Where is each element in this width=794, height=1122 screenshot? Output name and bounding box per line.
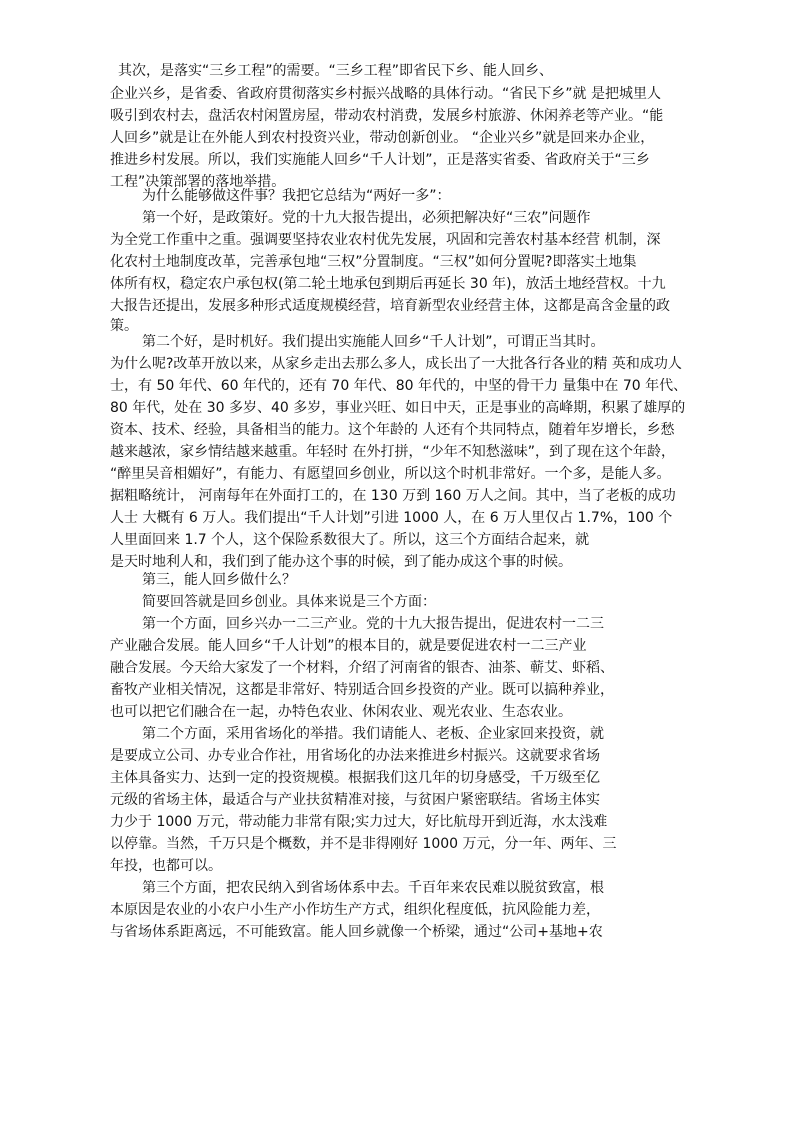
text-line: 其次，是落实“三乡工程”的需要。“三乡工程”即省民下乡、能人回乡、 (118, 63, 554, 79)
text-line: 越来越浓，家乡情结越来越重。年轻时 在外打拼，“少年不知愁滋味”，到了现在这个年龄， (110, 444, 675, 460)
text-line: 资本、技术、经验，具备相当的能力。这个年龄的 人还有个共同特点，随着年岁增长，乡愁 (110, 422, 675, 438)
text-line: “醉里吴音相媚好”，有能力、有愿望回乡创业，所以这个时机非常好。一个多，是能人多。 (110, 466, 671, 482)
text-line: 企业兴乡，是省委、省政府贯彻落实乡村振兴战略的具体行动。“省民下乡”就 是把城里人 (110, 86, 661, 102)
text-line: 与省场体系距离远，不可能致富。能人回乡就像一个桥梁，通过“公司+基地+农 (110, 924, 603, 940)
text-line: 第三，能人回乡做什么？ (142, 572, 296, 588)
text-line: 为什么呢?改革开放以来，从家乡走出去那么多人，成长出了一大批各行各业的精 英和成功人 (110, 356, 682, 372)
text-line: 融合发展。今天给大家发了一个材料，介绍了河南省的银杏、油茶、蕲艾、虾稻、 (110, 660, 614, 676)
text-line: 力少于 1000 万元，带动能力非常有限;实力过大，好比航母开到近海，水太浅难 (110, 814, 608, 830)
text-line: 化农村土地制度改革，完善承包地“三权”分置制度。“三权”如何分置呢?即落实土地集 (110, 254, 637, 270)
text-line: 人回乡”就是让在外能人到农村投资兴业，带动创新创业。 “企业兴乡”就是回来办企业， (110, 130, 655, 146)
text-line: 体所有权，稳定农户承包权(第二轮土地承包到期后再延长 30 年)，放活土地经营权。十九 (110, 276, 666, 292)
text-line: 推进乡村发展。所以，我们实施能人回乡“千人计划”，正是落实省委、省政府关于“三乡 (110, 152, 650, 168)
text-line: 简要回答就是回乡创业。具体来说是三个方面： (142, 594, 436, 610)
text-line: 据粗略统计， 河南每年在外面打工的，在 130 万到 160 万人之间。其中，当了老板的成功 (110, 488, 676, 504)
text-line: 第一个方面，回乡兴办一二三产业。党的十九大报告提出，促进农村一二三 (142, 616, 604, 632)
text-line: 工程”决策部署的落地举措。 (110, 174, 286, 190)
text-line: 策。 (110, 318, 138, 334)
text-line: 主体具备实力、达到一定的投资规模。根据我们这几年的切身感受，千万级至亿 (110, 770, 600, 786)
text-line: 80 年代，处在 30 多岁、40 多岁，事业兴旺、如日中天，正是事业的高峰期，积累了雄厚的 (110, 400, 686, 416)
text-line: 是天时地利人和，我们到了能办这个事的时候，到了能办成这个事的时候。 (110, 554, 572, 570)
text-line: 人士 大概有 6 万人。我们提出“千人计划”引进 1000 人，在 6 万人里仅占 1.7%，100 个 (110, 510, 673, 526)
text-line: 以停靠。当然，千万只是个概数，并不是非得刚好 1000 万元，分一年、两年、三 (110, 836, 617, 852)
text-line: 产业融合发展。能人回乡“千人计划”的根本目的，就是要促进农村一二三产业 (110, 638, 587, 654)
text-line: 本原因是农业的小农户小生产小作坊生产方式，组织化程度低，抗风险能力差， (110, 902, 600, 918)
text-line: 士，有 50 年代、60 年代的，还有 70 年代、80 年代的，中坚的骨干力 量集中在 70 年代、 (110, 378, 688, 394)
text-line: 畜牧产业相关情况，这都是非常好、特别适合回乡投资的产业。既可以搞种养业， (110, 682, 614, 698)
text-line: 年投，也都可以。 (110, 858, 222, 874)
text-line: 大报告还提出，发展多种形式适度规模经营，培育新型农业经营主体，这都是高含金量的政 (110, 298, 670, 314)
text-line: 也可以把它们融合在一起，办特色农业、休闲农业、观光农业、生态农业。 (110, 704, 572, 720)
text-line: 为什么能够做这件事？我把它总结为“两好一多”： (142, 188, 451, 204)
text-line: 是要成立公司、办专业合作社，用省场化的办法来推进乡村振兴。这就要求省场 (110, 748, 600, 764)
text-line: 为全党工作重中之重。强调要坚持农业农村优先发展，巩固和完善农村基本经营 机制，深 (110, 232, 661, 248)
text-line: 第一个好，是政策好。党的十九大报告提出，必须把解决好“三农”问题作 (142, 210, 591, 226)
text-line: 人里面回来 1.7 个人，这个保险系数很大了。所以，这三个方面结合起来，就 (110, 532, 590, 548)
text-line: 元级的省场主体，最适合与产业扶贫精准对接，与贫困户紧密联结。省场主体实 (110, 792, 600, 808)
text-line: 第三个方面，把农民纳入到省场体系中去。千百年来农民难以脱贫致富，根 (142, 880, 604, 896)
text-line: 第二个好，是时机好。我们提出实施能人回乡“千人计划”，可谓正当其时。 (142, 334, 605, 350)
text-line: 吸引到农村去，盘活农村闲置房屋，带动农村消费，发展乡村旅游、休闲养老等产业。“能 (110, 108, 664, 124)
text-line: 第二个方面，采用省场化的举措。我们请能人、老板、企业家回来投资，就 (142, 726, 604, 742)
